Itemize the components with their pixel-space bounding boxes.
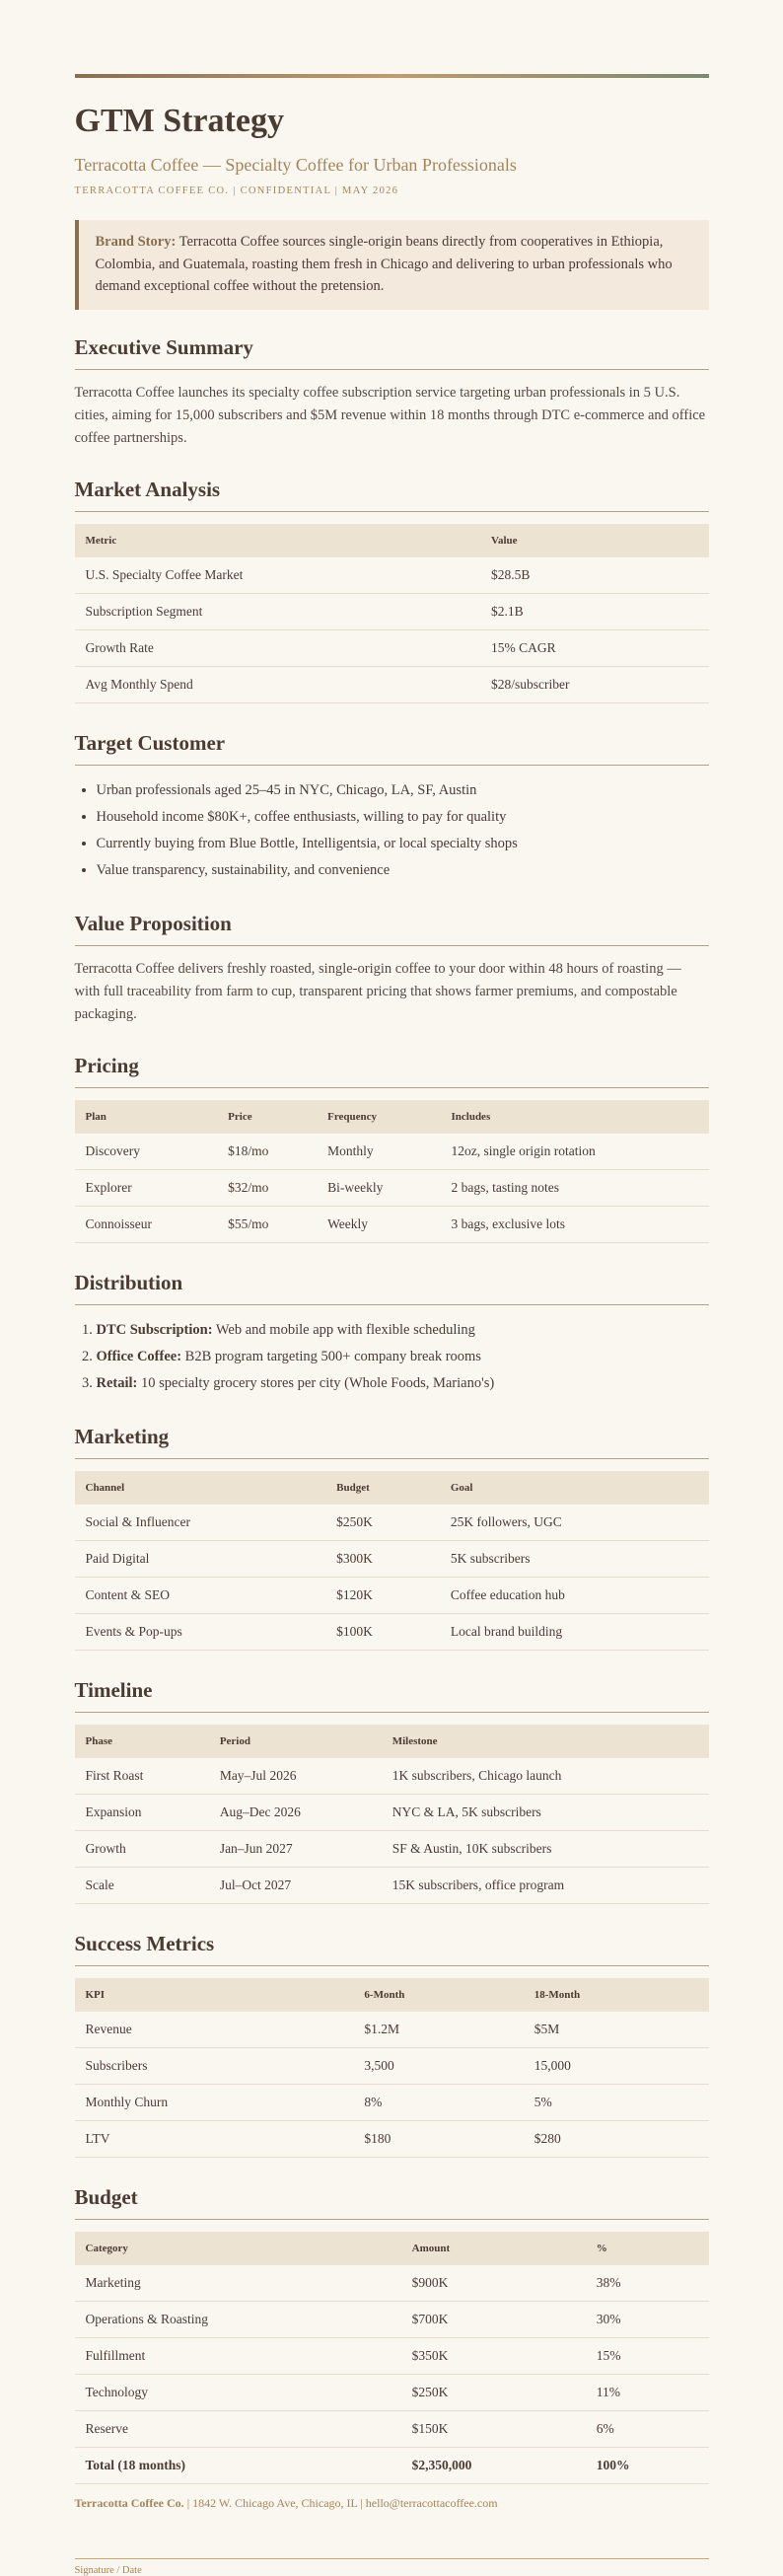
- table-cell: Aug–Dec 2026: [209, 1794, 382, 1830]
- brand-story-text: Terracotta Coffee sources single-origin beans directly from cooperatives in Ethiopia, Colombia, and Guatemala, roasting them fresh in Chicago and delivering to urban professionals who demand exceptional coffee without the pretension.: [95, 234, 673, 295]
- table-cell: NYC & LA, 5K subscribers: [382, 1794, 709, 1830]
- table-cell: $250K: [401, 2374, 586, 2410]
- list-item: [97, 1370, 709, 1397]
- list-item-text: 10 specialty grocery stores per city (Whole Foods, Mariano's): [137, 1374, 495, 1391]
- table-row: [75, 2265, 709, 2302]
- table-row: [75, 2374, 709, 2410]
- list-item: • Household income $80K+, coffee enthusiasts, willing to pay for quality: [97, 804, 709, 831]
- pricing-heading: Pricing: [75, 1054, 709, 1088]
- value-proposition-text: Terracotta Coffee delivers freshly roasted, single-origin coffee to your door within 48 hours of roasting — with full traceability from farm to cup, transparent pricing that shows farmer premiums, and compostable packaging.: [74, 960, 681, 1022]
- target-customer-list: [75, 777, 709, 883]
- document-page: [75, 0, 709, 2576]
- table-cell: Local brand building: [440, 1613, 709, 1650]
- table-row: [75, 2410, 709, 2447]
- column-header: Price: [217, 1100, 317, 1134]
- list-item: [97, 1317, 709, 1344]
- column-header: Period: [209, 1725, 382, 1758]
- table-cell: 38%: [586, 2265, 709, 2302]
- list-item-text: Web and mobile app with flexible scheduling: [212, 1322, 475, 1339]
- column-header: 18-Month: [524, 1978, 709, 2012]
- table-cell: $5M: [524, 2012, 709, 2048]
- success-metrics-section: [75, 1932, 709, 2158]
- table-cell: 3,500: [353, 2047, 523, 2084]
- table-cell: Fulfillment: [75, 2337, 401, 2374]
- list-item-text: B2B program targeting 500+ company break rooms: [181, 1348, 481, 1364]
- table-cell: $2,350,000: [401, 2447, 586, 2483]
- table-cell: 15,000: [524, 2047, 709, 2084]
- column-header: Budget: [325, 1471, 440, 1505]
- table-row: [75, 1134, 709, 1170]
- target-customer-heading: Target Customer: [75, 731, 709, 766]
- table-row: [75, 2337, 709, 2374]
- table-cell: 15% CAGR: [480, 630, 708, 667]
- table-row: [75, 1505, 709, 1541]
- document-meta: TERRACOTTA COFFEE CO. | CONFIDENTIAL | MAY 2026: [74, 185, 399, 197]
- table-cell: Connoisseur: [75, 1207, 218, 1243]
- table-cell: Content & SEO: [75, 1577, 326, 1613]
- table-cell: 5%: [524, 2084, 709, 2120]
- table-cell: SF & Austin, 10K subscribers: [382, 1830, 709, 1867]
- table-cell: Discovery: [75, 1134, 218, 1170]
- table-cell: Social & Influencer: [75, 1505, 326, 1541]
- brand-story-callout: [75, 220, 709, 309]
- table-cell: $32/mo: [217, 1170, 317, 1207]
- budget-section: [75, 2185, 709, 2484]
- table-row: [75, 594, 709, 630]
- marketing-table: [75, 1471, 709, 1651]
- table-cell: Jan–Jun 2027: [209, 1830, 382, 1867]
- table-cell: Revenue: [75, 2012, 354, 2048]
- table-cell: $300K: [325, 1540, 440, 1577]
- column-header: Plan: [75, 1100, 218, 1134]
- table-row: [75, 667, 709, 703]
- table-cell: 100%: [586, 2447, 709, 2483]
- table-cell: $280: [524, 2120, 709, 2157]
- table-cell: Subscription Segment: [75, 594, 481, 630]
- pricing-section: [75, 1054, 709, 1243]
- list-item: • Value transparency, sustainability, and convenience: [97, 857, 709, 884]
- column-header: Metric: [75, 524, 481, 557]
- value-proposition-section: [75, 912, 709, 1027]
- table-cell: May–Jul 2026: [209, 1758, 382, 1795]
- table-cell: $28/subscriber: [480, 667, 708, 703]
- marketing-section: [75, 1425, 709, 1651]
- table-cell: 12oz, single origin rotation: [440, 1134, 708, 1170]
- table-cell: $100K: [325, 1613, 440, 1650]
- table-cell: Growth Rate: [75, 630, 481, 667]
- table-cell: Explorer: [75, 1170, 218, 1207]
- list-item-label: DTC Subscription:: [96, 1322, 213, 1339]
- table-cell: Technology: [75, 2374, 401, 2410]
- column-header: Value: [480, 524, 708, 557]
- table-cell: Growth: [75, 1830, 209, 1867]
- table-cell: $18/mo: [217, 1134, 317, 1170]
- table-row: [75, 2047, 709, 2084]
- table-cell: Total (18 months): [75, 2447, 401, 2483]
- table-cell: Monthly: [317, 1134, 440, 1170]
- table-row: [75, 1794, 709, 1830]
- table-row: [75, 1867, 709, 1903]
- market-analysis-section: [75, 478, 709, 703]
- column-header: Phase: [75, 1725, 209, 1758]
- document-subtitle: Terracotta Coffee — Specialty Coffee for Urban Professionals: [74, 155, 517, 176]
- table-row: [75, 557, 709, 594]
- list-item: [97, 1344, 709, 1370]
- footer-company: Terracotta Coffee Co.: [74, 2495, 184, 2510]
- table-row: [75, 2084, 709, 2120]
- signature-line: [75, 2558, 709, 2576]
- marketing-heading: Marketing: [75, 1425, 709, 1459]
- table-cell: U.S. Specialty Coffee Market: [75, 557, 481, 594]
- table-row: [75, 1830, 709, 1867]
- top-accent-rule: [75, 74, 709, 78]
- table-cell: 2 bags, tasting notes: [440, 1170, 708, 1207]
- column-header: %: [586, 2232, 709, 2265]
- executive-summary-heading: Executive Summary: [75, 335, 709, 370]
- table-cell: $120K: [325, 1577, 440, 1613]
- table-cell: $2.1B: [480, 594, 708, 630]
- table-cell: $1.2M: [353, 2012, 523, 2048]
- value-proposition-heading: Value Proposition: [75, 912, 709, 946]
- table-cell: LTV: [75, 2120, 354, 2157]
- success-metrics-table: [75, 1978, 709, 2158]
- table-cell: $250K: [325, 1505, 440, 1541]
- column-header: Goal: [440, 1471, 709, 1505]
- market-analysis-heading: Market Analysis: [75, 478, 709, 512]
- footer-details: | 1842 W. Chicago Ave, Chicago, IL | hello@terracottacoffee.com: [183, 2495, 498, 2510]
- table-cell: 6%: [586, 2410, 709, 2447]
- table-cell: 1K subscribers, Chicago launch: [382, 1758, 709, 1795]
- document-title: GTM Strategy: [74, 103, 284, 139]
- brand-story-label: Brand Story:: [95, 234, 177, 251]
- table-row: [75, 1758, 709, 1795]
- executive-summary-text: Terracotta Coffee launches its specialty coffee subscription service targeting urban professionals in 5 U.S. cities, aiming for 15,000 subscribers and $5M revenue within 18 months through DTC e-commerce and office coffee partnerships.: [74, 384, 706, 447]
- table-cell: Subscribers: [75, 2047, 354, 2084]
- table-row: [75, 1613, 709, 1650]
- table-cell: 8%: [353, 2084, 523, 2120]
- distribution-heading: Distribution: [75, 1271, 709, 1305]
- total-row: [75, 2447, 709, 2483]
- table-cell: Marketing: [75, 2265, 401, 2302]
- column-header: Category: [75, 2232, 401, 2265]
- signature-label: Signature / Date: [74, 2564, 142, 2576]
- table-cell: 5K subscribers: [440, 1540, 709, 1577]
- table-row: [75, 1540, 709, 1577]
- table-cell: Paid Digital: [75, 1540, 326, 1577]
- list-item: • Urban professionals aged 25–45 in NYC, Chicago, LA, SF, Austin: [97, 777, 709, 804]
- table-cell: $900K: [401, 2265, 586, 2302]
- table-cell: Operations & Roasting: [75, 2301, 401, 2337]
- column-header: 6-Month: [353, 1978, 523, 2012]
- table-cell: Events & Pop-ups: [75, 1613, 326, 1650]
- list-item-label: Office Coffee:: [96, 1348, 182, 1364]
- table-cell: Jul–Oct 2027: [209, 1867, 382, 1903]
- success-metrics-heading: Success Metrics: [75, 1932, 709, 1966]
- table-cell: Coffee education hub: [440, 1577, 709, 1613]
- table-cell: Expansion: [75, 1794, 209, 1830]
- table-cell: 30%: [586, 2301, 709, 2337]
- table-cell: Avg Monthly Spend: [75, 667, 481, 703]
- document-footer: [75, 2496, 709, 2511]
- table-cell: Bi-weekly: [317, 1170, 440, 1207]
- table-row: [75, 2120, 709, 2157]
- table-cell: $150K: [401, 2410, 586, 2447]
- table-row: [75, 630, 709, 667]
- table-row: [75, 1207, 709, 1243]
- pricing-table: [75, 1100, 709, 1243]
- table-row: [75, 1577, 709, 1613]
- table-cell: Monthly Churn: [75, 2084, 354, 2120]
- distribution-list: [75, 1317, 709, 1396]
- list-item-label: Retail:: [96, 1374, 138, 1391]
- table-row: [75, 1170, 709, 1207]
- table-cell: $700K: [401, 2301, 586, 2337]
- market-analysis-table: [75, 524, 709, 703]
- timeline-table: [75, 1725, 709, 1904]
- table-cell: $28.5B: [480, 557, 708, 594]
- table-cell: Reserve: [75, 2410, 401, 2447]
- timeline-section: [75, 1678, 709, 1904]
- table-cell: 15K subscribers, office program: [382, 1867, 709, 1903]
- table-cell: Weekly: [317, 1207, 440, 1243]
- target-customer-section: [75, 731, 709, 883]
- column-header: Amount: [401, 2232, 586, 2265]
- table-cell: $180: [353, 2120, 523, 2157]
- table-row: [75, 2301, 709, 2337]
- timeline-heading: Timeline: [75, 1678, 709, 1713]
- budget-table: [75, 2232, 709, 2484]
- table-cell: 3 bags, exclusive lots: [440, 1207, 708, 1243]
- table-cell: First Roast: [75, 1758, 209, 1795]
- table-cell: $350K: [401, 2337, 586, 2374]
- column-header: Includes: [440, 1100, 708, 1134]
- list-item: • Currently buying from Blue Bottle, Intelligentsia, or local specialty shops: [97, 831, 709, 857]
- executive-summary-section: [75, 335, 709, 451]
- table-cell: 11%: [586, 2374, 709, 2410]
- distribution-section: [75, 1271, 709, 1396]
- column-header: KPI: [75, 1978, 354, 2012]
- table-row: [75, 2012, 709, 2048]
- column-header: Channel: [75, 1471, 326, 1505]
- table-cell: 15%: [586, 2337, 709, 2374]
- table-cell: Scale: [75, 1867, 209, 1903]
- table-cell: $55/mo: [217, 1207, 317, 1243]
- column-header: Frequency: [317, 1100, 440, 1134]
- column-header: Milestone: [382, 1725, 709, 1758]
- table-cell: 25K followers, UGC: [440, 1505, 709, 1541]
- budget-heading: Budget: [75, 2185, 709, 2220]
